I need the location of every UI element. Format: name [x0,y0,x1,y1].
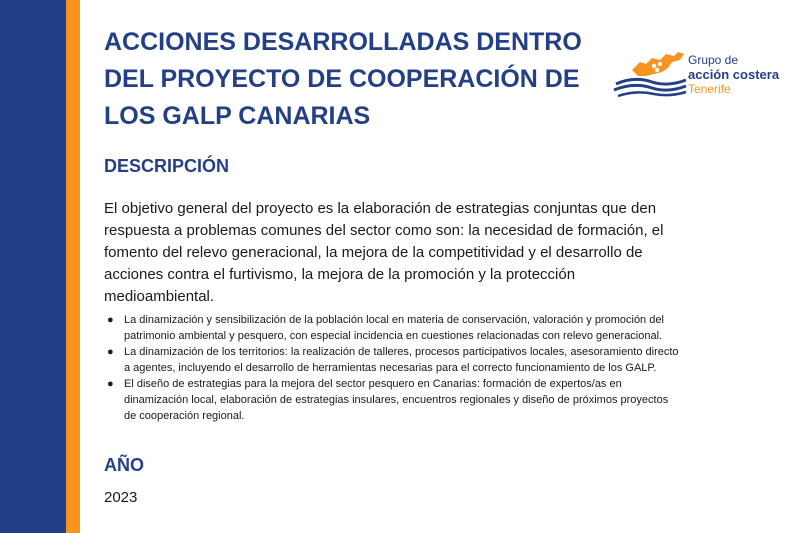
paragraph-line: acciones contra el furtivismo, la mejora de la promoción y la protección [104,266,576,283]
year-value: 2023 [104,489,138,506]
list-item-line: de cooperación regional. [124,410,245,422]
paragraph-line: fomento del relevo generacional, la mejora de la competitividad y el desarrollo de [104,244,643,261]
logo-text-line3: Tenerife [688,82,731,96]
paragraph-line: El objetivo general del proyecto es la elaboración de estrategias conjuntas que den [104,200,657,217]
list-item-line: dinamización local, elaboración de estrategias insulares, encuentros regionales y diseño de próximos proyectos [124,394,669,406]
title-line: ACCIONES DESARROLLADAS DENTRO [104,28,582,56]
list-item-line: La dinamización y sensibilización de la población local en materia de conservación, valoración y promoción del [124,314,664,326]
bullet-icon: ● [107,378,114,390]
bullet-icon: ● [107,314,114,326]
list-item [104,312,776,344]
title-line: DEL PROYECTO DE COOPERACIÓN DE [104,65,580,93]
list-item [104,376,776,424]
galp-logo [612,48,792,100]
description-heading: DESCRIPCIÓN [104,156,230,176]
paragraph-line: respuesta a problemas comunes del sector como son: la necesidad de formación, el [104,222,664,239]
left-orange-stripe [66,0,80,533]
list-item-line: a agentes, incluyendo el desarrollo de herramientas necesarias para el correcto funcionamiento de los GALP. [124,362,657,374]
bullet-icon: ● [107,346,114,358]
list-item-line: patrimonio ambiental y pesquero, con especial incidencia en cuestiones relacionadas con relevo generacional. [124,330,663,342]
list-item-line: La dinamización de los territorios: la realización de talleres, procesos participativos locales, asesoramiento directo [124,346,679,358]
title-line: LOS GALP CANARIAS [104,102,371,130]
logo-wordmark [688,53,792,96]
list-item [104,344,776,376]
logo-text-line2: acción costera [688,67,780,82]
left-blue-stripe [0,0,66,533]
list-item-line: El diseño de estrategias para la mejora del sector pesquero en Canarias: formación de expertos/as en [124,378,622,390]
logo-text-line1: Grupo de [688,53,739,67]
page-title [104,24,604,135]
year-heading: AÑO [104,455,144,475]
paragraph-line: medioambiental. [104,288,215,305]
actions-list [104,312,776,424]
description-paragraph [104,198,744,308]
tenerife-island-waves-icon [612,48,688,100]
